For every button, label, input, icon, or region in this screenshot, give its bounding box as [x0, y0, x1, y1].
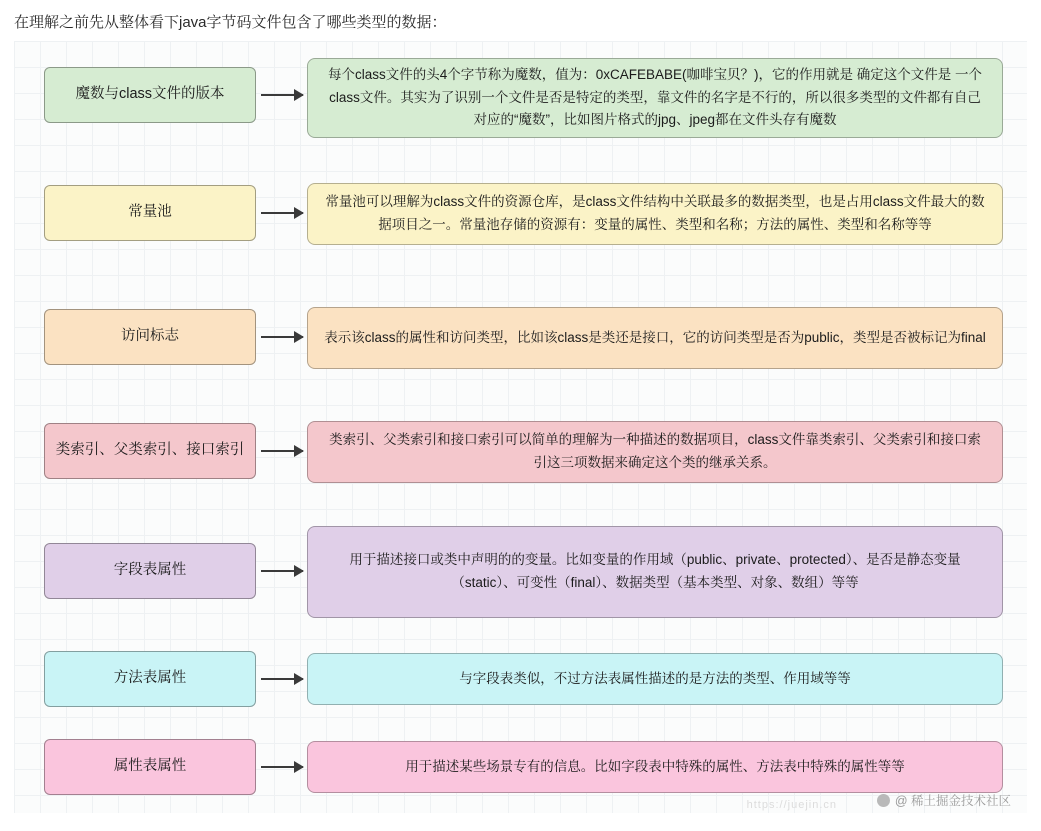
- node-desc-2: [307, 307, 1003, 369]
- node-label-text-6: 属性表属性: [113, 758, 187, 775]
- node-desc-text-6: 用于描述某些场景专有的信息。比如字段表中特殊的属性、方法表中特殊的属性等等: [405, 758, 905, 774]
- node-label-3: [44, 423, 256, 479]
- node-desc-5: [307, 653, 1003, 705]
- arrow-3: [261, 450, 303, 452]
- node-desc-1: [307, 183, 1003, 245]
- node-desc-text-5: 与字段表类似，不过方法表属性描述的是方法的类型、作用域等等: [459, 670, 851, 686]
- node-desc-text-2: 表示该class的属性和访问类型，比如该class是类还是接口，它的访问类型是否为public，类型是否被标记为final: [324, 329, 986, 345]
- node-label-text-2: 访问标志: [121, 328, 179, 345]
- watermark: [877, 791, 1011, 809]
- node-desc-text-3: 类索引、父类索引和接口索引可以简单的理解为一种描述的数据项目，class文件靠类索引、父类索引和接口索引这三项数据来确定这个类的继承关系。: [329, 432, 981, 470]
- node-label-text-4: 字段表属性: [113, 562, 187, 579]
- node-desc-6: [307, 741, 1003, 793]
- node-label-2: [44, 309, 256, 365]
- node-desc-text-1: 常量池可以理解为class文件的资源仓库，是class文件结构中关联最多的数据类型，也是占用class文件最大的数据项目之一。常量池存储的资源有：变量的属性、类型和名称；方法的属性、类型和名称等等: [325, 194, 985, 232]
- node-label-1: [44, 185, 256, 241]
- arrow-4: [261, 570, 303, 572]
- node-desc-text-0: 每个class文件的头4个字节称为魔数，值为：0xCAFEBABE(咖啡宝贝？)，它的作用就是 确定这个文件是 一个class文件。其实为了识别一个文件是否是特定的类型，靠文件的名字是不行的，所以很多类型的文件都有自己对应的“魔数”，比如图片格式的jpg、jpeg都在文件头存有魔数: [327, 66, 983, 128]
- arrow-0: [261, 94, 303, 96]
- node-desc-4: [307, 526, 1003, 618]
- node-label-5: [44, 651, 256, 707]
- node-label-text-0: 魔数与class文件的版本: [75, 86, 225, 103]
- page-intro-text: 在理解之前先从整体看下java字节码文件包含了哪些类型的数据：: [14, 14, 447, 31]
- watermark-logo-icon: [877, 794, 890, 807]
- watermark-faint-url: https://juejin.cn: [746, 799, 837, 811]
- node-label-4: [44, 543, 256, 599]
- arrow-2: [261, 336, 303, 338]
- diagram-canvas: [14, 41, 1027, 813]
- node-desc-text-4: 用于描述接口或类中声明的的变量。比如变量的作用域（public、private、protected）、是否是静态变量（static）、可变性（final）、数据类型（基本类型、对象、数组）等等: [349, 552, 961, 590]
- node-label-0: [44, 67, 256, 123]
- node-label-text-5: 方法表属性: [113, 670, 187, 687]
- node-label-text-1: 常量池: [128, 204, 172, 221]
- node-label-text-3: 类索引、父类索引、接口索引: [55, 442, 245, 459]
- node-label-6: [44, 739, 256, 795]
- arrow-6: [261, 766, 303, 768]
- arrow-1: [261, 212, 303, 214]
- node-desc-0: [307, 58, 1003, 138]
- arrow-5: [261, 678, 303, 680]
- watermark-text: @ 稀土掘金技术社区: [894, 794, 1011, 808]
- node-desc-3: [307, 421, 1003, 483]
